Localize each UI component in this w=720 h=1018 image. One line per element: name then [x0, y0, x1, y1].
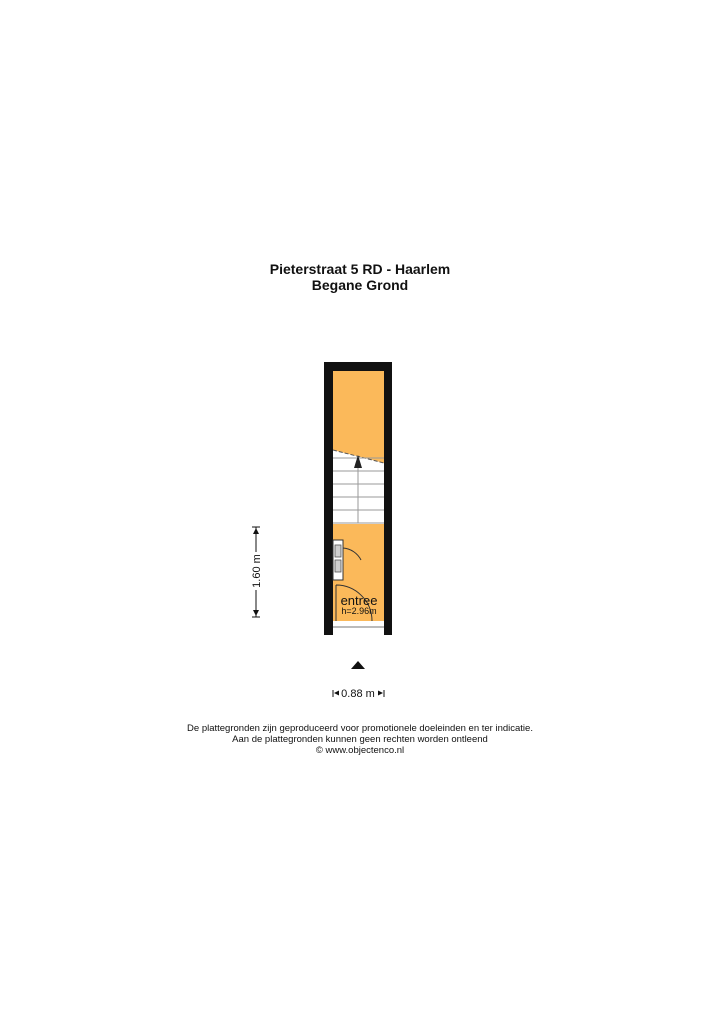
disclaimer-line-1: De plattegronden zijn geproduceerd voor promotionele doeleinden en ter indicatie.: [187, 723, 533, 734]
dim-arrow-right: [378, 691, 383, 696]
room-height-label: h=2.96m: [341, 606, 377, 616]
upper-room-area: [333, 371, 384, 463]
room-label: entree: [340, 593, 378, 608]
copyright-line: © www.objectenco.nl: [315, 745, 405, 756]
north-arrow-icon: [351, 661, 365, 669]
horizontal-dimension-label: 0.88 m: [341, 688, 375, 700]
plan-title: Pieterstraat 5 RD - Haarlem: [269, 261, 451, 277]
dim-arrow-top: [253, 528, 259, 534]
dim-arrow-left: [334, 691, 339, 696]
dim-arrow-bottom: [253, 610, 259, 616]
disclaimer-line-2: Aan de plattegronden kunnen geen rechten worden ontleend: [232, 734, 488, 745]
floor-name: Begane Grond: [311, 277, 409, 293]
vertical-dimension-label: 1.60 m: [251, 554, 263, 588]
meter-cabinet: [333, 540, 343, 580]
entrance-threshold: [333, 621, 384, 635]
